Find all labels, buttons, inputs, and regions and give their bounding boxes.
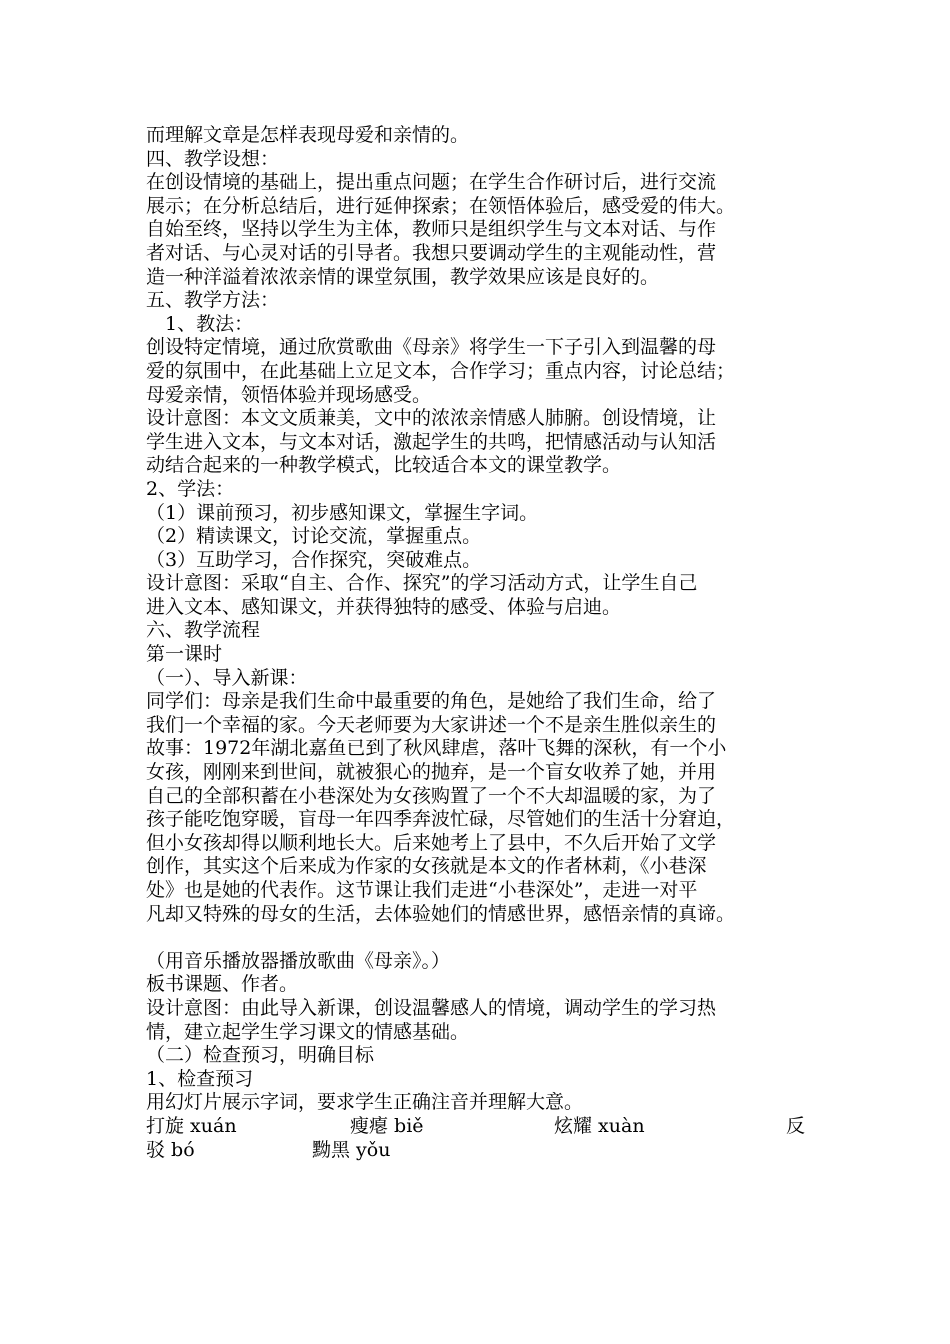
subheading-introduction: （一）、导入新课：	[146, 666, 308, 689]
list-item: （2）精读课文，讨论交流，掌握重点。	[146, 525, 482, 548]
vocab-word: 驳 bó	[146, 1138, 195, 1161]
text-line: 进入文本、感知课文，并获得独特的感受、体验与启迪。	[146, 595, 622, 618]
text-line: 我们一个幸福的家。今天老师要为大家讲述一个不是亲生胜似亲生的	[146, 713, 717, 736]
subheading-check: 1、检查预习	[146, 1067, 254, 1090]
text-line: 设计意图：采取“自主、合作、探究”的学习活动方式，让学生自己	[146, 572, 698, 595]
text-line: 女孩，刚刚来到世间，就被狠心的抛弃，是一个盲女收养了她，并用	[146, 761, 717, 784]
section-heading-6: 六、教学流程	[146, 619, 261, 642]
section-heading-5: 五、教学方法：	[146, 289, 280, 312]
section-heading-4: 四、教学设想：	[146, 147, 280, 170]
text-line: 同学们：母亲是我们生命中最重要的角色，是她给了我们生命，给了	[146, 690, 717, 713]
subheading-check-preview: （二）检查预习，明确目标	[146, 1044, 375, 1067]
text-line: （用音乐播放器播放歌曲《母亲》。）	[146, 949, 451, 972]
text-line: 学生进入文本，与文本对话，激起学生的共鸣，把情感活动与认知活	[146, 430, 717, 453]
text-line: 动结合起来的一种教学模式，比较适合本文的课堂教学。	[146, 454, 622, 477]
text-line: 爱的氛围中，在此基础上立足文本，合作学习；重点内容，讨论总结；	[146, 359, 736, 382]
text-line: 故事：1972年湖北嘉鱼已到了秋风肆虐，落叶飞舞的深秋，有一个小	[146, 737, 727, 760]
vocab-word: 反	[786, 1114, 806, 1137]
text-line: 而理解文章是怎样表现母爱和亲情的。	[146, 124, 470, 146]
text-line: 创设特定情境，通过欣赏歌曲《母亲》将学生一下子引入到温馨的母	[146, 336, 717, 359]
text-line: 展示；在分析总结后，进行延伸探索；在领悟体验后，感受爱的伟大。	[146, 194, 736, 217]
text-line: 孩子能吃饱穿暖，盲母一年四季奔波忙碌，尽管她们的生活十分窘迫，	[146, 808, 736, 831]
vocab-row	[146, 1139, 806, 1163]
text-line: 母爱亲情，领悟体验并现场感受。	[146, 383, 432, 406]
text-line: 凡却又特殊的母女的生活，去体验她们的情感世界，感悟亲情的真谛。	[146, 902, 736, 925]
lesson-heading: 第一课时	[146, 643, 223, 666]
document-page	[146, 124, 806, 1162]
text-line: 用幻灯片展示字词，要求学生正确注音并理解大意。	[146, 1091, 584, 1114]
blank-line	[146, 926, 806, 950]
subheading-teaching-method: 1、教法：	[165, 312, 254, 335]
vocab-word: 瘦瘪 biě	[350, 1114, 424, 1137]
subheading-learning-method: 2、学法：	[146, 477, 235, 500]
text-line: 处》也是她的代表作。这节课让我们走进“小巷深处”，走进一对平	[146, 879, 698, 901]
text-line: 造一种洋溢着浓浓亲情的课堂氛围，教学效果应该是良好的。	[146, 265, 660, 288]
list-item: （1）课前预习，初步感知课文，掌握生字词。	[146, 501, 539, 524]
vocab-word: 打旋 xuán	[146, 1114, 237, 1137]
list-item: （3）互助学习，合作探究，突破难点。	[146, 548, 482, 571]
text-line: 在创设情境的基础上，提出重点问题；在学生合作研讨后，进行交流	[146, 171, 717, 194]
vocab-row	[146, 1115, 806, 1139]
text-line: 者对话、与心灵对话的引导者。我想只要调动学生的主观能动性，营	[146, 241, 717, 264]
text-line: 自始至终，坚持以学生为主体，教师只是组织学生与文本对话、与作	[146, 218, 717, 241]
text-line: 设计意图：由此导入新课，创设温馨感人的情境，调动学生的学习热	[146, 996, 717, 1019]
text-line: 设计意图：本文文质兼美，文中的浓浓亲情感人肺腑。创设情境，让	[146, 407, 717, 430]
text-line: 但小女孩却得以顺利地长大。后来她考上了县中，不久后开始了文学	[146, 831, 717, 854]
vocab-word: 黝黑 yǒu	[312, 1138, 391, 1161]
text-line: 创作，其实这个后来成为作家的女孩就是本文的作者林莉，《小巷深	[146, 855, 707, 878]
text-line: 板书课题、作者。	[146, 973, 299, 996]
text-line: 情，建立起学生学习课文的情感基础。	[146, 1020, 470, 1043]
vocab-word: 炫耀 xuàn	[554, 1114, 645, 1137]
text-line: 自己的全部积蓄在小巷深处为女孩购置了一个不大却温暖的家，为了	[146, 784, 717, 807]
